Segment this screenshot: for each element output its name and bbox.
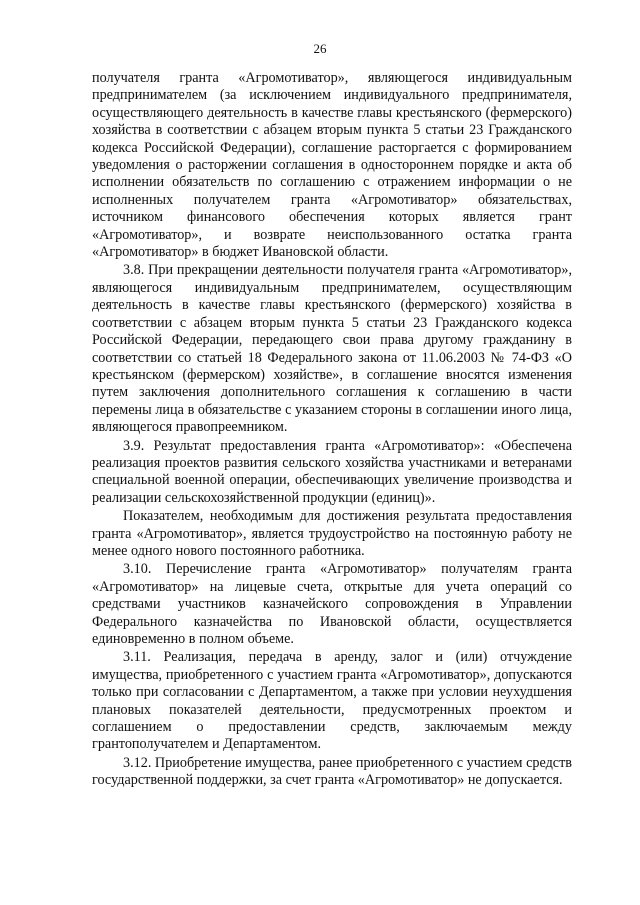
- paragraph-3-9-indicator: Показателем, необходимым для достижения результата предоставления гранта «Агромотиватор», является трудоустройство на постоянную работу не менее одного нового постоянного работника.: [92, 508, 572, 559]
- paragraph-3-8: 3.8. При прекращении деятельности получателя гранта «Агромотиватор», являющегося индивидуальным предпринимателем, осуществляющим деятельность в качестве главы крестьянского (фермерского) хозяйства в соответствии с абзацем вторым пункта 5 статьи 23 Гражданского кодекса Российской Федерации, передающего свои права другому гражданину в соответствии со статьей 18 Федерального закона от 11.06.2003 № 74-ФЗ «О крестьянском (фермерском) хозяйстве», в соглашение вносятся изменения путем заключения дополнительного соглашения к соглашению в части перемены лица в обязательстве с указанием стороны в соглашении иного лица, являющегося правопреемником.: [92, 262, 572, 436]
- page-number: 26: [313, 41, 327, 56]
- paragraph-3-12: 3.12. Приобретение имущества, ранее приобретенного с участием средств государственной поддержки, за счет гранта «Агромотиватор» не допускается.: [92, 754, 572, 789]
- paragraph-continuation: получателя гранта «Агромотиватор», являющегося индивидуальным предпринимателем (за исключением индивидуального предпринимателя, осуществляющего деятельность в качестве главы крестьянского (фермерского) хозяйства в соответствии с абзацем вторым пункта 5 статьи 23 Гражданского кодекса Российской Федерации), соглашение расторгается с формированием уведомления о расторжении соглашения в одностороннем порядке и акта об исполнении обязательств по соглашению с отражением информации о не исполненных получателем гранта «Агромотиватор» обязательствах, источником финансового обеспечения которых является грант «Агромотиватор», и возврате неиспользованного остатка гранта «Агромотиватор» в бюджет Ивановской области.: [92, 70, 572, 261]
- document-body: [92, 70, 572, 790]
- paragraph-3-10: 3.10. Перечисление гранта «Агромотиватор» получателям гранта «Агромотиватор» на лицевые счета, открытые для учета операций со средствами участников казначейского сопровождения в Управлении Федерального казначейства по Ивановской области, осуществляется единовременно в полном объеме.: [92, 561, 572, 647]
- paragraph-3-9: 3.9. Результат предоставления гранта «Агромотиватор»: «Обеспечена реализация проектов развития сельского хозяйства участниками и ветеранами специальной военной операции, обеспечивающих увеличение производства и реализации сельскохозяйственной продукции (единиц)».: [92, 437, 572, 506]
- paragraph-3-11: 3.11. Реализация, передача в аренду, залог и (или) отчуждение имущества, приобретенного с участием гранта «Агромотиватор», допускаются только при согласовании с Департаментом, а также при условии неухудшения плановых показателей деятельности, предусмотренных проектом и соглашением о предоставлении средств, заключаемым между грантополучателем и Департаментом.: [92, 649, 572, 753]
